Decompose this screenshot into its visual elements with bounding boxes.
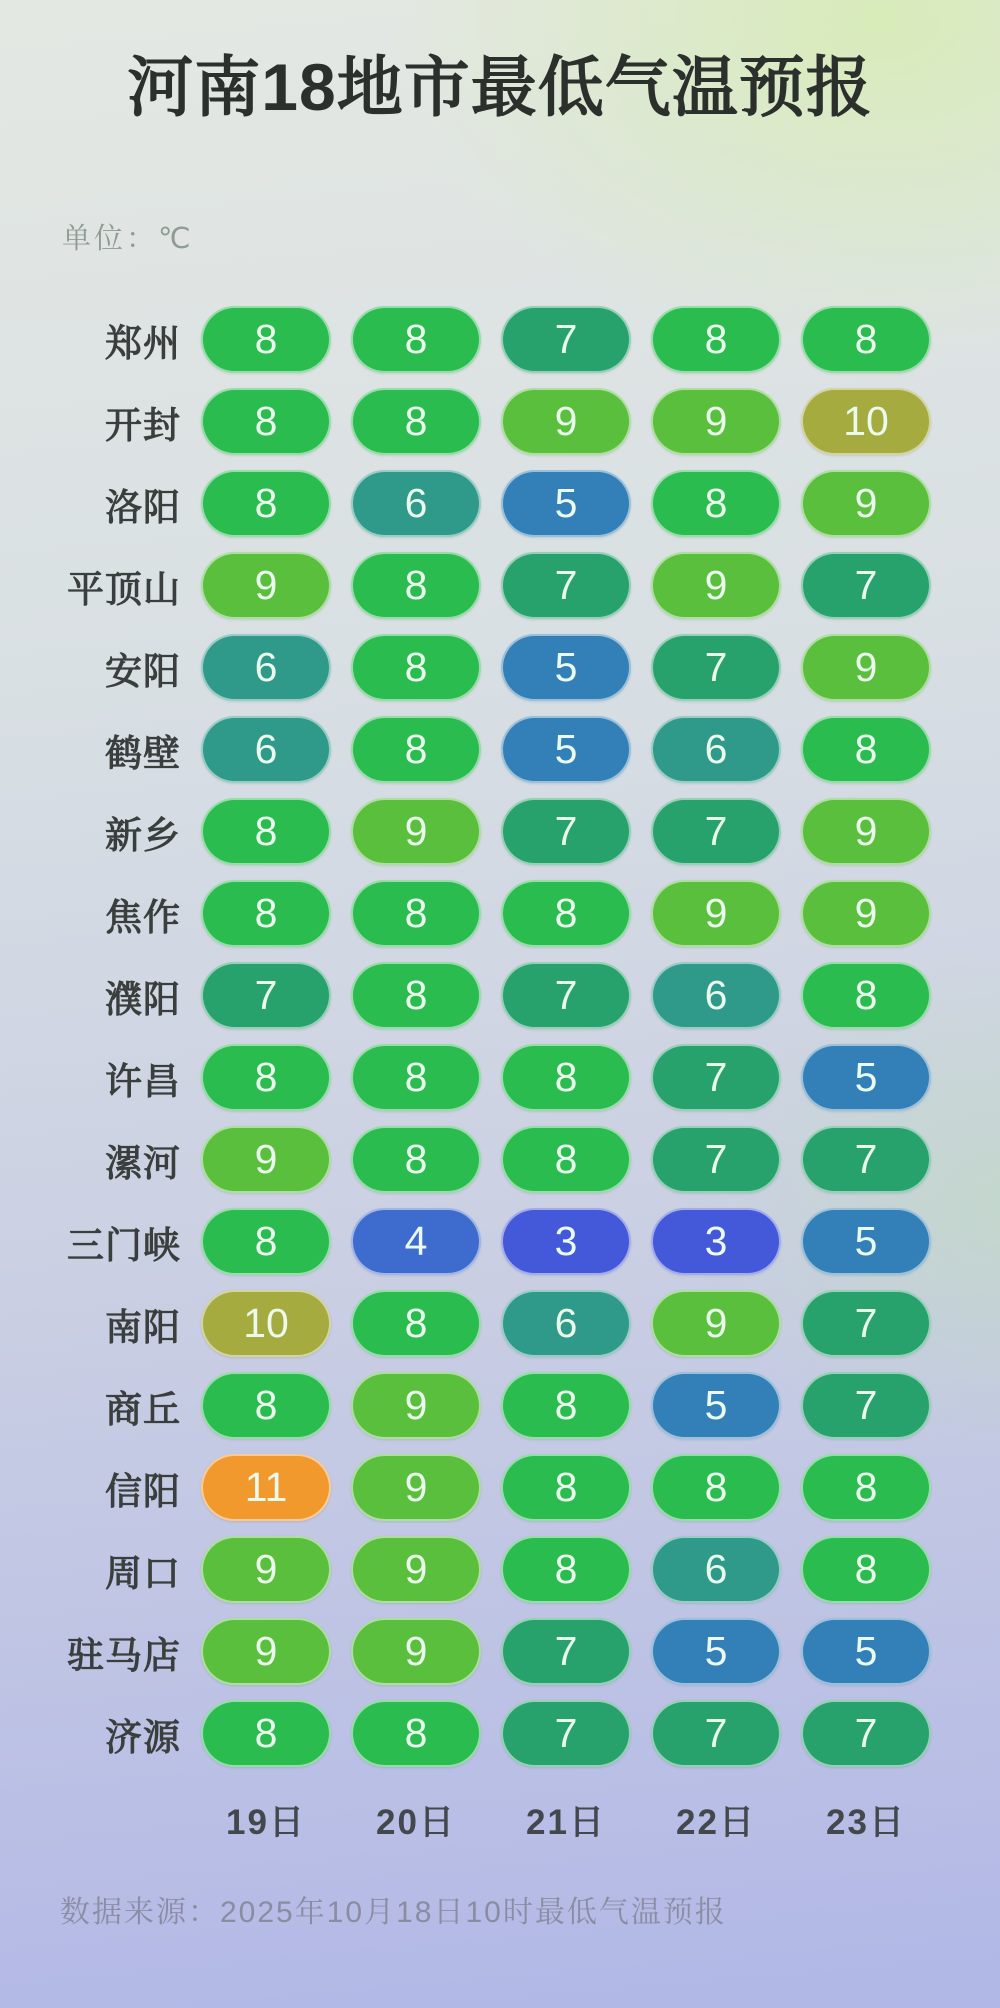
temp-pill: 8 [501,1372,631,1439]
temp-pill: 9 [351,798,481,865]
temp-pill: 8 [651,470,781,537]
table-row [0,962,1000,1029]
temp-pill: 9 [351,1618,481,1685]
temp-pill: 8 [501,880,631,947]
temp-pill: 7 [651,1126,781,1193]
temp-pill: 9 [651,880,781,947]
temp-pill: 8 [501,1536,631,1603]
temp-pill: 9 [801,880,931,947]
temp-pill: 7 [801,552,931,619]
date-label: 23日 [826,1803,906,1842]
temp-pill: 8 [801,962,931,1029]
table-row [0,1208,1000,1275]
temp-pill: 5 [801,1618,931,1685]
page-title: 河南18地市最低气温预报 [127,50,873,124]
temp-pill: 9 [651,552,781,619]
city-label: 洛阳 [105,486,181,528]
table-row [0,552,1000,619]
table-row [0,880,1000,947]
table-row [0,1700,1000,1767]
temp-pill: 8 [501,1454,631,1521]
temp-pill: 9 [801,470,931,537]
temp-pill: 10 [201,1290,331,1357]
date-axis [0,1795,1000,1845]
temp-pill: 8 [201,880,331,947]
city-label: 三门峡 [67,1224,181,1266]
temp-pill: 9 [501,388,631,455]
temp-pill: 6 [501,1290,631,1357]
temp-pill: 8 [201,1044,331,1111]
temp-pill: 7 [201,962,331,1029]
data-source-note: 数据来源：2025年10月18日10时最低气温预报 [60,1896,727,1929]
temp-pill: 8 [801,1454,931,1521]
temp-pill: 9 [351,1454,481,1521]
temp-pill: 9 [201,552,331,619]
table-row [0,1290,1000,1357]
city-label: 濮阳 [105,978,181,1020]
table-row [0,634,1000,701]
temp-pill: 5 [501,470,631,537]
temp-pill: 6 [651,716,781,783]
city-label: 周口 [105,1552,181,1594]
temp-pill: 7 [501,798,631,865]
temp-pill: 5 [501,716,631,783]
temp-pill: 5 [651,1618,781,1685]
temp-pill: 7 [651,798,781,865]
city-label: 平顶山 [67,568,181,610]
temp-pill: 8 [651,1454,781,1521]
temp-pill: 9 [201,1536,331,1603]
city-label: 商丘 [105,1388,181,1430]
city-label: 焦作 [105,896,181,938]
temp-pill: 9 [801,634,931,701]
temp-pill: 4 [351,1208,481,1275]
temp-pill: 7 [801,1700,931,1767]
temp-pill: 6 [651,1536,781,1603]
table-row [0,1454,1000,1521]
temp-pill: 8 [501,1044,631,1111]
temp-pill: 9 [801,798,931,865]
temp-pill: 8 [201,1208,331,1275]
city-label: 许昌 [105,1060,181,1102]
temp-pill: 8 [351,716,481,783]
temp-pill: 6 [201,634,331,701]
temp-pill: 7 [651,1044,781,1111]
table-row [0,1372,1000,1439]
date-label: 22日 [676,1803,756,1842]
temp-pill: 5 [501,634,631,701]
date-axis-spacer [0,1795,181,1845]
temp-pill: 7 [801,1126,931,1193]
temp-pill: 8 [351,388,481,455]
temp-pill: 9 [201,1126,331,1193]
temp-pill: 3 [651,1208,781,1275]
temp-pill: 10 [801,388,931,455]
date-label: 19日 [226,1803,306,1842]
city-label: 驻马店 [67,1634,181,1676]
temp-pill: 8 [201,1372,331,1439]
city-label: 安阳 [105,650,181,692]
city-label: 鹤壁 [105,732,181,774]
temp-pill: 8 [201,1700,331,1767]
temp-pill: 8 [351,1290,481,1357]
table-row [0,716,1000,783]
temp-pill: 5 [651,1372,781,1439]
temp-pill: 8 [351,1700,481,1767]
temp-pill: 5 [801,1044,931,1111]
city-label: 南阳 [105,1306,181,1348]
temp-pill: 8 [351,306,481,373]
city-label: 信阳 [105,1470,181,1512]
temp-pill: 9 [651,388,781,455]
city-label: 开封 [105,404,181,446]
table-row [0,1536,1000,1603]
city-label: 新乡 [105,814,181,856]
table-row [0,798,1000,865]
temp-pill: 8 [801,716,931,783]
table-row [0,1618,1000,1685]
temp-pill: 8 [201,470,331,537]
date-label: 21日 [526,1803,606,1842]
temp-pill: 3 [501,1208,631,1275]
temp-pill: 8 [201,306,331,373]
temp-pill: 9 [201,1618,331,1685]
city-label: 济源 [105,1716,181,1758]
temp-pill: 7 [501,306,631,373]
temperature-table [0,306,1000,1767]
temp-pill: 6 [201,716,331,783]
temp-pill: 6 [651,962,781,1029]
table-row [0,470,1000,537]
temp-pill: 8 [201,798,331,865]
table-row [0,388,1000,455]
temp-pill: 7 [501,1700,631,1767]
temp-pill: 8 [351,1126,481,1193]
temp-pill: 8 [801,306,931,373]
city-label: 郑州 [105,322,181,364]
temp-pill: 7 [651,634,781,701]
unit-label: 单位：℃ [62,223,194,255]
temp-pill: 6 [351,470,481,537]
forecast-infographic [0,48,1000,2008]
temp-pill: 7 [501,1618,631,1685]
temp-pill: 8 [651,306,781,373]
temp-pill: 9 [651,1290,781,1357]
temp-pill: 8 [351,552,481,619]
date-label: 20日 [376,1803,456,1842]
temp-pill: 8 [501,1126,631,1193]
temp-pill: 8 [351,634,481,701]
temp-pill: 8 [351,1044,481,1111]
temp-pill: 7 [651,1700,781,1767]
city-label: 漯河 [105,1142,181,1184]
temp-pill: 5 [801,1208,931,1275]
table-row [0,306,1000,373]
temp-pill: 7 [501,962,631,1029]
temp-pill: 7 [801,1290,931,1357]
temp-pill: 8 [201,388,331,455]
temp-pill: 8 [801,1536,931,1603]
temp-pill: 7 [801,1372,931,1439]
table-row [0,1044,1000,1111]
temp-pill: 9 [351,1536,481,1603]
temp-pill: 8 [351,880,481,947]
temp-pill: 11 [201,1454,331,1521]
temp-pill: 7 [501,552,631,619]
temp-pill: 8 [351,962,481,1029]
table-row [0,1126,1000,1193]
temp-pill: 9 [351,1372,481,1439]
